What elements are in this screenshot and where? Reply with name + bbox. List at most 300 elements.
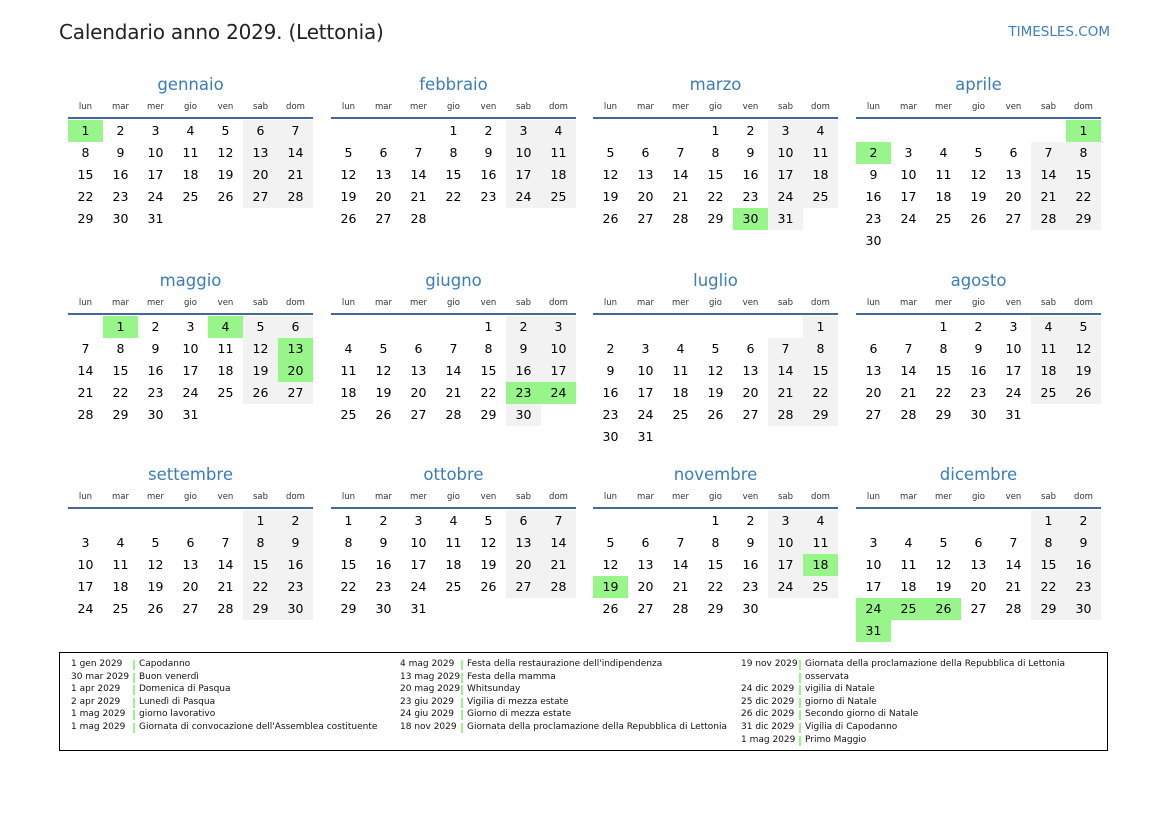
day-cell[interactable]: 24 bbox=[77, 601, 94, 616]
day-cell[interactable]: 17 bbox=[182, 363, 199, 378]
day-cell[interactable]: 30 bbox=[970, 407, 987, 422]
day-cell[interactable]: 23 bbox=[742, 579, 759, 594]
day-cell[interactable]: 17 bbox=[541, 360, 576, 382]
day-cell[interactable]: 13 bbox=[182, 557, 199, 572]
day-cell[interactable]: 18 bbox=[217, 363, 234, 378]
day-cell[interactable]: 28 bbox=[672, 211, 689, 226]
day-cell[interactable]: 22 bbox=[803, 382, 838, 404]
day-cell[interactable]: 18 bbox=[182, 167, 199, 182]
day-cell[interactable]: 24 bbox=[768, 186, 803, 208]
day-cell[interactable]: 11 bbox=[112, 557, 129, 572]
day-cell[interactable]: 26 bbox=[480, 579, 497, 594]
day-cell[interactable]: 17 bbox=[768, 554, 803, 576]
day-cell[interactable]: 9 bbox=[484, 145, 493, 160]
day-cell[interactable]: 13 bbox=[410, 363, 427, 378]
day-cell[interactable]: 30 bbox=[1066, 598, 1101, 620]
day-cell[interactable]: 10 bbox=[77, 557, 94, 572]
day-cell[interactable]: 29 bbox=[77, 211, 94, 226]
day-cell[interactable]: 24 bbox=[410, 579, 427, 594]
day-cell[interactable]: 23 bbox=[112, 189, 129, 204]
day-cell[interactable]: 4 bbox=[904, 535, 913, 550]
day-cell[interactable]: 11 bbox=[803, 532, 838, 554]
day-cell[interactable]: 16 bbox=[506, 360, 541, 382]
day-cell[interactable]: 26 bbox=[217, 189, 234, 204]
day-cell[interactable]: 8 bbox=[1031, 532, 1066, 554]
day-cell[interactable]: 9 bbox=[606, 363, 615, 378]
day-cell[interactable]: 14 bbox=[672, 557, 689, 572]
day-cell[interactable]: 9 bbox=[116, 145, 125, 160]
day-cell[interactable]: 1 bbox=[243, 510, 278, 532]
day-cell[interactable]: 14 bbox=[1031, 164, 1066, 186]
day-cell[interactable]: 22 bbox=[935, 385, 952, 400]
day-cell[interactable]: 1 bbox=[1031, 510, 1066, 532]
day-cell[interactable]: 28 bbox=[768, 404, 803, 426]
holiday-day-cell[interactable]: 30 bbox=[733, 208, 768, 230]
brand-logo[interactable]: TIMESLES.COM bbox=[1008, 24, 1110, 40]
day-cell[interactable]: 21 bbox=[1005, 579, 1022, 594]
day-cell[interactable]: 21 bbox=[410, 189, 427, 204]
day-cell[interactable]: 13 bbox=[637, 167, 654, 182]
day-cell[interactable]: 3 bbox=[541, 316, 576, 338]
day-cell[interactable]: 20 bbox=[637, 189, 654, 204]
day-cell[interactable]: 3 bbox=[414, 513, 423, 528]
day-cell[interactable]: 23 bbox=[278, 576, 313, 598]
day-cell[interactable]: 26 bbox=[340, 211, 357, 226]
day-cell[interactable]: 25 bbox=[445, 579, 462, 594]
day-cell[interactable]: 27 bbox=[865, 407, 882, 422]
day-cell[interactable]: 11 bbox=[445, 535, 462, 550]
day-cell[interactable]: 22 bbox=[243, 576, 278, 598]
day-cell[interactable]: 16 bbox=[1066, 554, 1101, 576]
day-cell[interactable]: 3 bbox=[151, 123, 160, 138]
day-cell[interactable]: 15 bbox=[707, 557, 724, 572]
holiday-day-cell[interactable]: 4 bbox=[208, 316, 243, 338]
day-cell[interactable]: 11 bbox=[340, 363, 357, 378]
day-cell[interactable]: 2 bbox=[379, 513, 388, 528]
day-cell[interactable]: 16 bbox=[112, 167, 129, 182]
day-cell[interactable]: 21 bbox=[278, 164, 313, 186]
day-cell[interactable]: 15 bbox=[445, 167, 462, 182]
day-cell[interactable]: 5 bbox=[221, 123, 230, 138]
day-cell[interactable]: 26 bbox=[707, 407, 724, 422]
day-cell[interactable]: 16 bbox=[375, 557, 392, 572]
day-cell[interactable]: 6 bbox=[641, 145, 650, 160]
day-cell[interactable]: 7 bbox=[278, 120, 313, 142]
day-cell[interactable]: 15 bbox=[77, 167, 94, 182]
day-cell[interactable]: 25 bbox=[541, 186, 576, 208]
day-cell[interactable]: 10 bbox=[865, 557, 882, 572]
day-cell[interactable]: 20 bbox=[243, 164, 278, 186]
day-cell[interactable]: 19 bbox=[970, 189, 987, 204]
day-cell[interactable]: 30 bbox=[742, 601, 759, 616]
day-cell[interactable]: 16 bbox=[970, 363, 987, 378]
day-cell[interactable]: 19 bbox=[707, 385, 724, 400]
day-cell[interactable]: 6 bbox=[869, 341, 878, 356]
day-cell[interactable]: 18 bbox=[541, 164, 576, 186]
day-cell[interactable]: 7 bbox=[1009, 535, 1018, 550]
day-cell[interactable]: 28 bbox=[672, 601, 689, 616]
day-cell[interactable]: 6 bbox=[414, 341, 423, 356]
day-cell[interactable]: 7 bbox=[1031, 142, 1066, 164]
day-cell[interactable]: 2 bbox=[151, 319, 160, 334]
day-cell[interactable]: 13 bbox=[742, 363, 759, 378]
day-cell[interactable]: 7 bbox=[904, 341, 913, 356]
day-cell[interactable]: 1 bbox=[939, 319, 948, 334]
day-cell[interactable]: 7 bbox=[449, 341, 458, 356]
day-cell[interactable]: 6 bbox=[641, 535, 650, 550]
day-cell[interactable]: 12 bbox=[217, 145, 234, 160]
day-cell[interactable]: 26 bbox=[375, 407, 392, 422]
day-cell[interactable]: 10 bbox=[147, 145, 164, 160]
day-cell[interactable]: 4 bbox=[449, 513, 458, 528]
day-cell[interactable]: 13 bbox=[375, 167, 392, 182]
day-cell[interactable]: 31 bbox=[1005, 407, 1022, 422]
day-cell[interactable]: 30 bbox=[278, 598, 313, 620]
day-cell[interactable]: 22 bbox=[445, 189, 462, 204]
day-cell[interactable]: 27 bbox=[375, 211, 392, 226]
day-cell[interactable]: 31 bbox=[637, 429, 654, 444]
day-cell[interactable]: 25 bbox=[803, 576, 838, 598]
day-cell[interactable]: 4 bbox=[116, 535, 125, 550]
day-cell[interactable]: 10 bbox=[1005, 341, 1022, 356]
day-cell[interactable]: 6 bbox=[506, 510, 541, 532]
day-cell[interactable]: 27 bbox=[970, 601, 987, 616]
day-cell[interactable]: 30 bbox=[865, 233, 882, 248]
day-cell[interactable]: 19 bbox=[1066, 360, 1101, 382]
day-cell[interactable]: 11 bbox=[541, 142, 576, 164]
day-cell[interactable]: 8 bbox=[243, 532, 278, 554]
day-cell[interactable]: 16 bbox=[147, 363, 164, 378]
day-cell[interactable]: 26 bbox=[602, 211, 619, 226]
holiday-day-cell[interactable]: 2 bbox=[856, 142, 891, 164]
day-cell[interactable]: 1 bbox=[449, 123, 458, 138]
day-cell[interactable]: 17 bbox=[900, 189, 917, 204]
holiday-day-cell[interactable]: 19 bbox=[593, 576, 628, 598]
holiday-day-cell[interactable]: 26 bbox=[926, 598, 961, 620]
day-cell[interactable]: 7 bbox=[81, 341, 90, 356]
day-cell[interactable]: 17 bbox=[410, 557, 427, 572]
day-cell[interactable]: 3 bbox=[641, 341, 650, 356]
holiday-day-cell[interactable]: 31 bbox=[856, 620, 891, 642]
day-cell[interactable]: 6 bbox=[1009, 145, 1018, 160]
day-cell[interactable]: 20 bbox=[1005, 189, 1022, 204]
day-cell[interactable]: 20 bbox=[637, 579, 654, 594]
day-cell[interactable]: 15 bbox=[340, 557, 357, 572]
day-cell[interactable]: 11 bbox=[900, 557, 917, 572]
day-cell[interactable]: 26 bbox=[147, 601, 164, 616]
day-cell[interactable]: 13 bbox=[506, 532, 541, 554]
day-cell[interactable]: 3 bbox=[768, 510, 803, 532]
day-cell[interactable]: 17 bbox=[637, 385, 654, 400]
day-cell[interactable]: 18 bbox=[935, 189, 952, 204]
day-cell[interactable]: 8 bbox=[81, 145, 90, 160]
day-cell[interactable]: 23 bbox=[742, 189, 759, 204]
day-cell[interactable]: 21 bbox=[900, 385, 917, 400]
day-cell[interactable]: 14 bbox=[672, 167, 689, 182]
day-cell[interactable]: 12 bbox=[602, 557, 619, 572]
day-cell[interactable]: 29 bbox=[935, 407, 952, 422]
day-cell[interactable]: 13 bbox=[865, 363, 882, 378]
day-cell[interactable]: 6 bbox=[746, 341, 755, 356]
day-cell[interactable]: 5 bbox=[974, 145, 983, 160]
day-cell[interactable]: 2 bbox=[606, 341, 615, 356]
day-cell[interactable]: 14 bbox=[900, 363, 917, 378]
day-cell[interactable]: 25 bbox=[217, 385, 234, 400]
day-cell[interactable]: 8 bbox=[803, 338, 838, 360]
day-cell[interactable]: 5 bbox=[1066, 316, 1101, 338]
day-cell[interactable]: 29 bbox=[480, 407, 497, 422]
day-cell[interactable]: 2 bbox=[116, 123, 125, 138]
day-cell[interactable]: 24 bbox=[506, 186, 541, 208]
day-cell[interactable]: 16 bbox=[742, 167, 759, 182]
holiday-day-cell[interactable]: 20 bbox=[278, 360, 313, 382]
day-cell[interactable]: 28 bbox=[217, 601, 234, 616]
day-cell[interactable]: 17 bbox=[77, 579, 94, 594]
day-cell[interactable]: 23 bbox=[1066, 576, 1101, 598]
day-cell[interactable]: 5 bbox=[939, 535, 948, 550]
day-cell[interactable]: 27 bbox=[1005, 211, 1022, 226]
day-cell[interactable]: 7 bbox=[221, 535, 230, 550]
day-cell[interactable]: 10 bbox=[410, 535, 427, 550]
day-cell[interactable]: 1 bbox=[711, 123, 720, 138]
day-cell[interactable]: 7 bbox=[676, 535, 685, 550]
day-cell[interactable]: 13 bbox=[1005, 167, 1022, 182]
day-cell[interactable]: 14 bbox=[541, 532, 576, 554]
day-cell[interactable]: 27 bbox=[637, 601, 654, 616]
day-cell[interactable]: 7 bbox=[676, 145, 685, 160]
day-cell[interactable]: 10 bbox=[900, 167, 917, 182]
day-cell[interactable]: 19 bbox=[340, 189, 357, 204]
day-cell[interactable]: 18 bbox=[1031, 360, 1066, 382]
day-cell[interactable]: 6 bbox=[243, 120, 278, 142]
day-cell[interactable]: 14 bbox=[1005, 557, 1022, 572]
day-cell[interactable]: 19 bbox=[243, 360, 278, 382]
day-cell[interactable]: 21 bbox=[217, 579, 234, 594]
day-cell[interactable]: 5 bbox=[711, 341, 720, 356]
day-cell[interactable]: 3 bbox=[869, 535, 878, 550]
day-cell[interactable]: 3 bbox=[81, 535, 90, 550]
day-cell[interactable]: 15 bbox=[707, 167, 724, 182]
day-cell[interactable]: 30 bbox=[602, 429, 619, 444]
day-cell[interactable]: 19 bbox=[217, 167, 234, 182]
day-cell[interactable]: 20 bbox=[970, 579, 987, 594]
day-cell[interactable]: 3 bbox=[768, 120, 803, 142]
day-cell[interactable]: 2 bbox=[1066, 510, 1101, 532]
day-cell[interactable]: 15 bbox=[243, 554, 278, 576]
day-cell[interactable]: 2 bbox=[974, 319, 983, 334]
day-cell[interactable]: 19 bbox=[375, 385, 392, 400]
day-cell[interactable]: 29 bbox=[112, 407, 129, 422]
day-cell[interactable]: 31 bbox=[182, 407, 199, 422]
day-cell[interactable]: 15 bbox=[935, 363, 952, 378]
day-cell[interactable]: 1 bbox=[484, 319, 493, 334]
holiday-day-cell[interactable]: 1 bbox=[1066, 120, 1101, 142]
day-cell[interactable]: 19 bbox=[935, 579, 952, 594]
day-cell[interactable]: 18 bbox=[112, 579, 129, 594]
day-cell[interactable]: 23 bbox=[970, 385, 987, 400]
day-cell[interactable]: 4 bbox=[344, 341, 353, 356]
day-cell[interactable]: 2 bbox=[746, 513, 755, 528]
day-cell[interactable]: 20 bbox=[865, 385, 882, 400]
day-cell[interactable]: 23 bbox=[480, 189, 497, 204]
day-cell[interactable]: 15 bbox=[1031, 554, 1066, 576]
day-cell[interactable]: 19 bbox=[147, 579, 164, 594]
day-cell[interactable]: 4 bbox=[1031, 316, 1066, 338]
day-cell[interactable]: 17 bbox=[147, 167, 164, 182]
day-cell[interactable]: 22 bbox=[1031, 576, 1066, 598]
day-cell[interactable]: 4 bbox=[803, 510, 838, 532]
day-cell[interactable]: 27 bbox=[410, 407, 427, 422]
day-cell[interactable]: 24 bbox=[147, 189, 164, 204]
day-cell[interactable]: 28 bbox=[541, 576, 576, 598]
day-cell[interactable]: 22 bbox=[1066, 186, 1101, 208]
day-cell[interactable]: 3 bbox=[506, 120, 541, 142]
day-cell[interactable]: 3 bbox=[186, 319, 195, 334]
day-cell[interactable]: 18 bbox=[445, 557, 462, 572]
day-cell[interactable]: 4 bbox=[541, 120, 576, 142]
day-cell[interactable]: 5 bbox=[379, 341, 388, 356]
day-cell[interactable]: 7 bbox=[768, 338, 803, 360]
day-cell[interactable]: 16 bbox=[480, 167, 497, 182]
day-cell[interactable]: 5 bbox=[344, 145, 353, 160]
day-cell[interactable]: 31 bbox=[768, 208, 803, 230]
day-cell[interactable]: 30 bbox=[112, 211, 129, 226]
day-cell[interactable]: 9 bbox=[379, 535, 388, 550]
day-cell[interactable]: 27 bbox=[637, 211, 654, 226]
day-cell[interactable]: 26 bbox=[970, 211, 987, 226]
day-cell[interactable]: 12 bbox=[970, 167, 987, 182]
day-cell[interactable]: 20 bbox=[742, 385, 759, 400]
day-cell[interactable]: 11 bbox=[1031, 338, 1066, 360]
day-cell[interactable]: 18 bbox=[900, 579, 917, 594]
day-cell[interactable]: 21 bbox=[1031, 186, 1066, 208]
day-cell[interactable]: 7 bbox=[541, 510, 576, 532]
day-cell[interactable]: 14 bbox=[445, 363, 462, 378]
day-cell[interactable]: 21 bbox=[672, 579, 689, 594]
day-cell[interactable]: 8 bbox=[711, 535, 720, 550]
day-cell[interactable]: 27 bbox=[506, 576, 541, 598]
day-cell[interactable]: 21 bbox=[445, 385, 462, 400]
day-cell[interactable]: 8 bbox=[116, 341, 125, 356]
day-cell[interactable]: 10 bbox=[768, 142, 803, 164]
day-cell[interactable]: 25 bbox=[340, 407, 357, 422]
day-cell[interactable]: 11 bbox=[803, 142, 838, 164]
day-cell[interactable]: 12 bbox=[602, 167, 619, 182]
day-cell[interactable]: 13 bbox=[637, 557, 654, 572]
day-cell[interactable]: 26 bbox=[1066, 382, 1101, 404]
day-cell[interactable]: 23 bbox=[375, 579, 392, 594]
day-cell[interactable]: 17 bbox=[506, 164, 541, 186]
day-cell[interactable]: 22 bbox=[707, 189, 724, 204]
holiday-day-cell[interactable]: 23 bbox=[506, 382, 541, 404]
day-cell[interactable]: 12 bbox=[340, 167, 357, 182]
day-cell[interactable]: 23 bbox=[602, 407, 619, 422]
holiday-day-cell[interactable]: 24 bbox=[541, 382, 576, 404]
day-cell[interactable]: 29 bbox=[340, 601, 357, 616]
day-cell[interactable]: 10 bbox=[541, 338, 576, 360]
day-cell[interactable]: 4 bbox=[939, 145, 948, 160]
day-cell[interactable]: 30 bbox=[506, 404, 541, 426]
day-cell[interactable]: 24 bbox=[1005, 385, 1022, 400]
day-cell[interactable]: 9 bbox=[278, 532, 313, 554]
day-cell[interactable]: 28 bbox=[1031, 208, 1066, 230]
day-cell[interactable]: 7 bbox=[414, 145, 423, 160]
day-cell[interactable]: 8 bbox=[344, 535, 353, 550]
day-cell[interactable]: 31 bbox=[410, 601, 427, 616]
day-cell[interactable]: 9 bbox=[974, 341, 983, 356]
holiday-day-cell[interactable]: 1 bbox=[68, 120, 103, 142]
day-cell[interactable]: 6 bbox=[278, 316, 313, 338]
day-cell[interactable]: 20 bbox=[182, 579, 199, 594]
day-cell[interactable]: 28 bbox=[77, 407, 94, 422]
day-cell[interactable]: 1 bbox=[711, 513, 720, 528]
day-cell[interactable]: 24 bbox=[637, 407, 654, 422]
day-cell[interactable]: 21 bbox=[541, 554, 576, 576]
day-cell[interactable]: 22 bbox=[112, 385, 129, 400]
day-cell[interactable]: 5 bbox=[243, 316, 278, 338]
day-cell[interactable]: 24 bbox=[182, 385, 199, 400]
day-cell[interactable]: 15 bbox=[1066, 164, 1101, 186]
day-cell[interactable]: 28 bbox=[278, 186, 313, 208]
day-cell[interactable]: 18 bbox=[803, 164, 838, 186]
day-cell[interactable]: 28 bbox=[445, 407, 462, 422]
day-cell[interactable]: 27 bbox=[243, 186, 278, 208]
day-cell[interactable]: 18 bbox=[672, 385, 689, 400]
day-cell[interactable]: 30 bbox=[147, 407, 164, 422]
day-cell[interactable]: 29 bbox=[1066, 208, 1101, 230]
day-cell[interactable]: 28 bbox=[1005, 601, 1022, 616]
day-cell[interactable]: 12 bbox=[1066, 338, 1101, 360]
day-cell[interactable]: 23 bbox=[147, 385, 164, 400]
day-cell[interactable]: 25 bbox=[935, 211, 952, 226]
day-cell[interactable]: 5 bbox=[606, 535, 615, 550]
holiday-day-cell[interactable]: 1 bbox=[103, 316, 138, 338]
day-cell[interactable]: 20 bbox=[506, 554, 541, 576]
day-cell[interactable]: 16 bbox=[865, 189, 882, 204]
day-cell[interactable]: 24 bbox=[768, 576, 803, 598]
day-cell[interactable]: 14 bbox=[768, 360, 803, 382]
day-cell[interactable]: 8 bbox=[484, 341, 493, 356]
day-cell[interactable]: 4 bbox=[186, 123, 195, 138]
day-cell[interactable]: 14 bbox=[278, 142, 313, 164]
day-cell[interactable]: 2 bbox=[278, 510, 313, 532]
holiday-day-cell[interactable]: 24 bbox=[856, 598, 891, 620]
day-cell[interactable]: 22 bbox=[340, 579, 357, 594]
day-cell[interactable]: 5 bbox=[606, 145, 615, 160]
day-cell[interactable]: 2 bbox=[506, 316, 541, 338]
day-cell[interactable]: 2 bbox=[484, 123, 493, 138]
day-cell[interactable]: 28 bbox=[410, 211, 427, 226]
day-cell[interactable]: 10 bbox=[182, 341, 199, 356]
day-cell[interactable]: 15 bbox=[480, 363, 497, 378]
day-cell[interactable]: 27 bbox=[742, 407, 759, 422]
day-cell[interactable]: 22 bbox=[480, 385, 497, 400]
day-cell[interactable]: 9 bbox=[746, 535, 755, 550]
day-cell[interactable]: 24 bbox=[900, 211, 917, 226]
holiday-day-cell[interactable]: 25 bbox=[891, 598, 926, 620]
holiday-day-cell[interactable]: 13 bbox=[278, 338, 313, 360]
day-cell[interactable]: 12 bbox=[147, 557, 164, 572]
day-cell[interactable]: 1 bbox=[803, 316, 838, 338]
day-cell[interactable]: 1 bbox=[344, 513, 353, 528]
day-cell[interactable]: 19 bbox=[480, 557, 497, 572]
day-cell[interactable]: 20 bbox=[375, 189, 392, 204]
day-cell[interactable]: 16 bbox=[278, 554, 313, 576]
day-cell[interactable]: 26 bbox=[602, 601, 619, 616]
day-cell[interactable]: 15 bbox=[803, 360, 838, 382]
day-cell[interactable]: 12 bbox=[375, 363, 392, 378]
day-cell[interactable]: 21 bbox=[77, 385, 94, 400]
